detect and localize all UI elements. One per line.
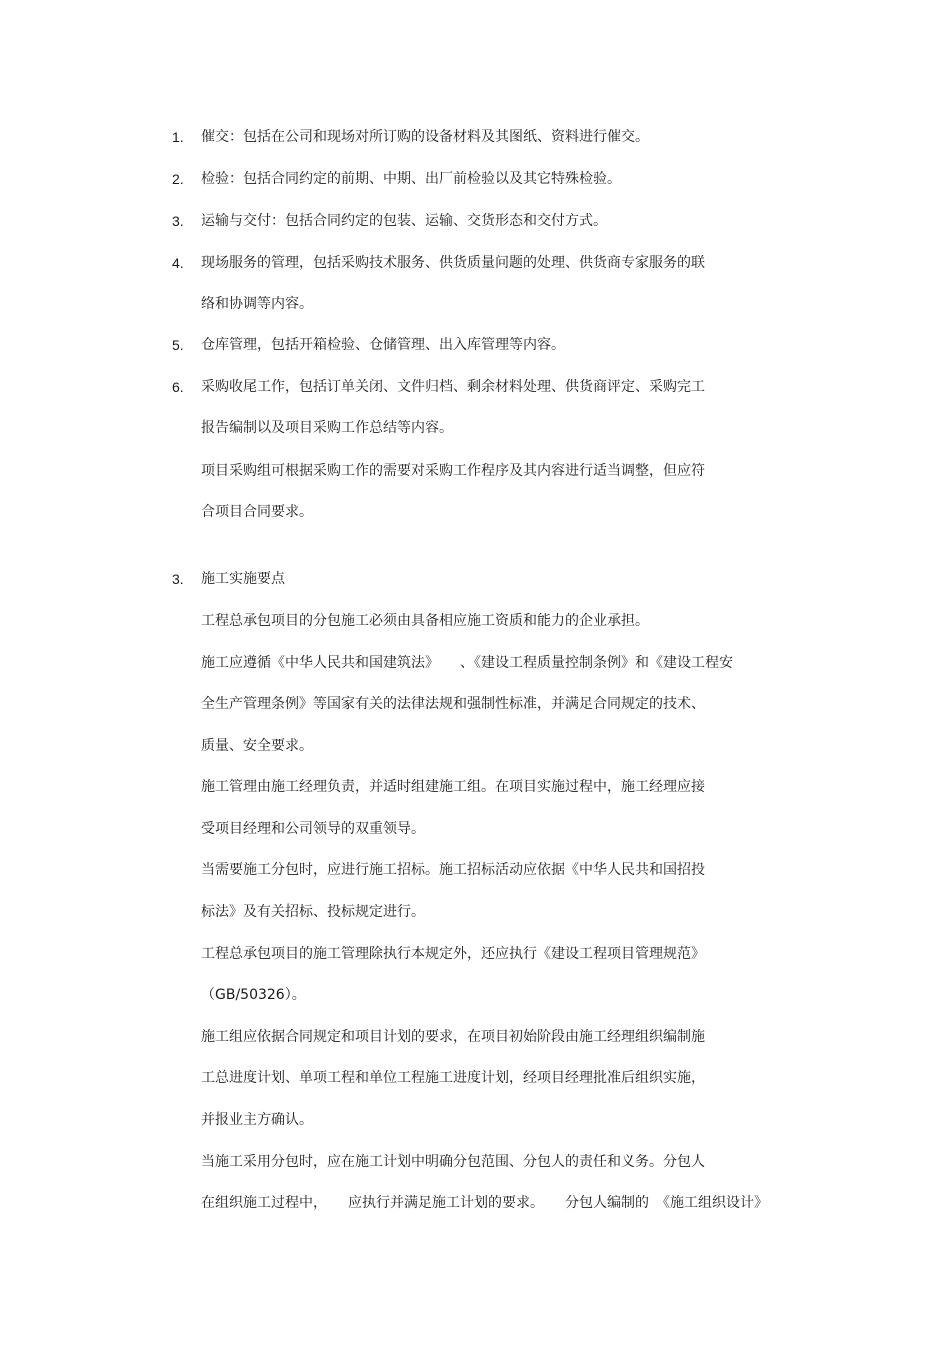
list-item-text: 催交：包括在公司和现场对所订购的设备材料及其图纸、资料进行催交。 [201, 129, 649, 145]
paragraph-line: 在组织施工过程中， 应执行并满足施工计划的要求。 分包人编制的 《施工组织设计》 [201, 1195, 768, 1211]
paragraph-line: 当施工采用分包时，应在施工计划中明确分包范围、分包人的责任和义务。分包人 [201, 1154, 705, 1170]
list-item-text-continued: 报告编制以及项目采购工作总结等内容。 [201, 420, 453, 436]
list-number: 4. [172, 255, 184, 271]
paragraph-line: 受项目经理和公司领导的双重领导。 [201, 821, 425, 837]
paragraph-line: 施工应遵循《中华人民共和国建筑法》 、《建设工程质量控制条例》和《建设工程安 [201, 655, 733, 671]
list-number: 3. [172, 213, 184, 229]
section-number: 3. [172, 571, 184, 587]
paragraph-line: 工程总承包项目的分包施工必须由具备相应施工资质和能力的企业承担。 [201, 613, 649, 629]
list-item-text: 检验：包括合同约定的前期、中期、出厂前检验以及其它特殊检验。 [201, 171, 621, 187]
paragraph-line: 工程总承包项目的施工管理除执行本规定外，还应执行《建设工程项目管理规范》 [201, 946, 705, 962]
list-item-text: 现场服务的管理，包括采购技术服务、供货质量问题的处理、供货商专家服务的联 [201, 255, 705, 271]
paragraph-line: 工总进度计划、单项工程和单位工程施工进度计划，经项目经理批准后组织实施， [201, 1070, 705, 1086]
paragraph-line: 并报业主方确认。 [201, 1112, 313, 1128]
paragraph-line: 合项目合同要求。 [201, 504, 313, 520]
list-item-text: 采购收尾工作，包括订单关闭、文件归档、剩余材料处理、供货商评定、采购完工 [201, 379, 705, 395]
list-item-text-continued: 络和协调等内容。 [201, 296, 313, 312]
paragraph-line: 全生产管理条例》等国家有关的法律法规和强制性标准，并满足合同规定的技术、 [201, 696, 705, 712]
list-item-text: 仓库管理，包括开箱检验、仓储管理、出入库管理等内容。 [201, 337, 565, 353]
paragraph-line: 项目采购组可根据采购工作的需要对采购工作程序及其内容进行适当调整，但应符 [201, 463, 705, 479]
list-number: 5. [172, 337, 184, 353]
paragraph-line: （GB/50326）。 [201, 987, 306, 1003]
paragraph-line: 当需要施工分包时，应进行施工招标。施工招标活动应依据《中华人民共和国招投 [201, 862, 705, 878]
list-item-text: 运输与交付：包括合同约定的包装、运输、交货形态和交付方式。 [201, 213, 607, 229]
list-number: 6. [172, 379, 184, 395]
section-title: 施工实施要点 [201, 571, 285, 587]
list-number: 1. [172, 129, 184, 145]
paragraph-line: 施工组应依据合同规定和项目计划的要求，在项目初始阶段由施工经理组织编制施 [201, 1029, 705, 1045]
paragraph-line: 施工管理由施工经理负责，并适时组建施工组。在项目实施过程中，施工经理应接 [201, 779, 705, 795]
paragraph-line: 标法》及有关招标、投标规定进行。 [201, 904, 425, 920]
paragraph-line: 质量、安全要求。 [201, 738, 313, 754]
list-number: 2. [172, 171, 184, 187]
